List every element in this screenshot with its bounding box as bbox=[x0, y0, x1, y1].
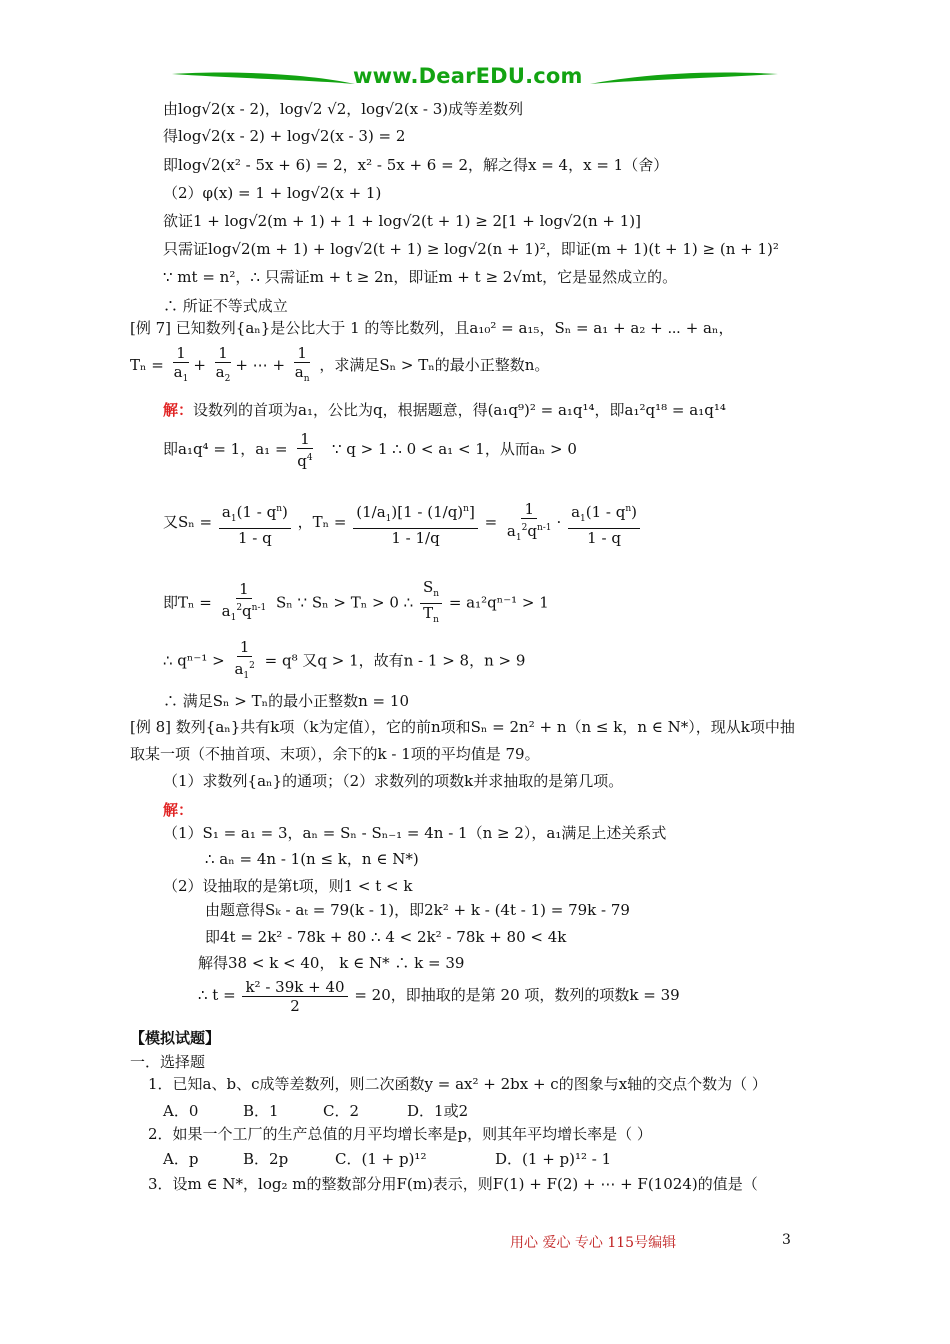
q1-option-d[interactable]: D．1或2 bbox=[407, 1102, 469, 1120]
ex6-line-4: （2）φ(x) = 1 + log√2(x + 1) bbox=[163, 184, 382, 202]
ex7-statement-1: [例 7] 已知数列{aₙ}是公比大于 1 的等比数列，且a₁₀² = a₁₅，Sₙ = a₁ + a₂ + ⋯ + aₙ， bbox=[130, 319, 734, 337]
section-choice: 一．选择题 bbox=[130, 1053, 206, 1071]
ex7-solution-4 bbox=[163, 578, 549, 629]
ex7-sol-text-4c: = a₁²qⁿ⁻¹ > 1 bbox=[448, 593, 549, 612]
ex8-solution-2: ∴ aₙ = 4n - 1(n ≤ k，n ∈ N*) bbox=[205, 850, 419, 868]
question-1: 1．已知a、b、c成等差数列，则二次函数y = ax² + 2bx + c的图象与x轴的交点个数为（ ） bbox=[148, 1075, 767, 1093]
ex7-sol-text-5b: = q⁸ 又q > 1，故有n - 1 > 8，n > 9 bbox=[264, 651, 526, 670]
ex6-line-1: 由log√2(x - 2)，log√2 √2，log√2(x - 3)成等差数列 bbox=[163, 100, 524, 118]
ex8-solution-4: 由题意得Sₖ - aₜ = 79(k - 1)，即2k² + k - (4t - 1) = 79k - 79 bbox=[205, 901, 630, 919]
ex7-solution-1 bbox=[163, 400, 726, 420]
frac-t-den: 2 bbox=[290, 996, 300, 1015]
ex8-solution-7 bbox=[198, 974, 680, 1016]
ex8-solution-5: 即4t = 2k² - 78k + 80 ∴ 4 < 2k² - 78k + 80 < 4k bbox=[205, 928, 567, 946]
q1-option-c[interactable]: C．2 bbox=[323, 1102, 360, 1120]
frac-tn-sn: $\frac{1}{a_1^2q^{n-1}}$ bbox=[221, 580, 267, 623]
ex8-solution-label: 解： bbox=[163, 801, 194, 819]
frac-sn-tn: $\frac{S_n}{T_n}$ bbox=[420, 578, 442, 629]
ex6-line-6: 只需证log√2(m + 1) + log√2(t + 1) ≥ log√2(n + 1)²，即证(m + 1)(t + 1) ≥ (n + 1)² bbox=[163, 240, 779, 258]
frac-tn-sum: $\frac{a_1(1 - q^n)}{1 - q}$ bbox=[568, 500, 640, 547]
ex8-solution-6: 解得38 < k < 40， k ∈ N* ∴ k = 39 bbox=[198, 954, 465, 972]
ex6-line-8: ∴ 所证不等式成立 bbox=[163, 297, 288, 315]
q1-options bbox=[163, 1101, 468, 1121]
question-2: 2．如果一个工厂的生产总值的月平均增长率是p，则其年平均增长率是（ ） bbox=[148, 1125, 652, 1143]
ex6-line-7: ∵ mt = n²，∴ 只需证m + t ≥ 2n，即证m + t ≥ 2√mt，它是显然成立的。 bbox=[163, 268, 678, 286]
question-3: 3．设m ∈ N*，log₂ m的整数部分用F(m)表示，则F(1) + F(2) + ⋯ + F(1024)的值是（ bbox=[148, 1175, 758, 1193]
site-logo[interactable]: www.DearEDU.com bbox=[353, 64, 583, 88]
ex7-sol-text-2b: ∵ q > 1 ∴ 0 < a₁ < 1，从而aₙ > 0 bbox=[331, 440, 577, 458]
ex7-sol-text-4b: Sₙ ∵ Sₙ > Tₙ > 0 ∴ bbox=[276, 593, 414, 612]
ex6-line-2: 得log√2(x - 2) + log√2(x - 3) = 2 bbox=[163, 127, 406, 145]
frac-1-q4: $\frac{1}{q^4}$ bbox=[297, 430, 313, 470]
practice-title: 【模拟试题】 bbox=[130, 1029, 221, 1047]
ex7-sol-text-4a: 即Tₙ = bbox=[163, 593, 212, 612]
ex6-line-3: 即log√2(x² - 5x + 6) = 2，x² - 5x + 6 = 2，解之得x = 4，x = 1（舍） bbox=[163, 156, 669, 174]
frac-tn-complex: $\frac{(1/a_1)[1 - (1/q)^n]}{1 - 1/q}$ bbox=[353, 500, 478, 547]
q2-option-c[interactable]: C．(1 + p)¹² bbox=[335, 1150, 427, 1168]
ex8-solution-1: （1）S₁ = a₁ = 3，aₙ = Sₙ - Sₙ₋₁ = 4n - 1（n ≥ 2），a₁满足上述关系式 bbox=[163, 824, 667, 842]
ex6-line-5: 欲证1 + log√2(m + 1) + 1 + log√2(t + 1) ≥ 2[1 + log√2(n + 1)] bbox=[163, 212, 641, 230]
frac-1-a2: $\frac{1}{a_2}$ bbox=[215, 344, 231, 384]
frac-t-num: k² - 39k + 40 bbox=[242, 978, 347, 997]
header-banner bbox=[170, 62, 780, 98]
ex7-solution-6: ∴ 满足Sₙ > Tₙ的最小正整数n = 10 bbox=[163, 692, 409, 710]
ex7-goal: ，求满足Sₙ > Tₙ的最小正整数n。 bbox=[319, 356, 550, 374]
ex7-solution-2 bbox=[163, 428, 577, 470]
solution-label: 解： bbox=[163, 401, 194, 419]
frac-sn: $\frac{a_1(1 - q^n)}{1 - q}$ bbox=[219, 500, 291, 547]
frac-t bbox=[242, 978, 347, 1015]
frac-tn-coef: $\frac{1}{a_1^2q^{n-1}}$ bbox=[506, 499, 552, 543]
ex8-sol-text-7a: ∴ t = bbox=[198, 986, 236, 1004]
q2-option-a[interactable]: A．p bbox=[163, 1150, 199, 1168]
ex7-sol-text-1: 设数列的首项为a₁，公比为q，根据题意，得(a₁q⁹)² = a₁q¹⁴，即a₁²q¹⁸ = a₁q¹⁴ bbox=[193, 401, 726, 419]
ex7-sol-text-5a: ∴ qⁿ⁻¹ > bbox=[163, 651, 225, 670]
ex8-statement-3: （1）求数列{aₙ}的通项；（2）求数列的项数k并求抽取的是第几项。 bbox=[163, 772, 624, 790]
frac-1-a1: $\frac{1}{a_1}$ bbox=[173, 344, 189, 384]
ex7-sol-text-2a: 即a₁q⁴ = 1，a₁ = bbox=[163, 440, 288, 458]
ex8-statement-2: 取某一项（不抽首项、末项），余下的k - 1项的平均值是 79。 bbox=[130, 745, 540, 763]
frac-1-a1sq: $\frac{1}{a_1^2}$ bbox=[234, 638, 255, 681]
ex7-statement-2: Tₙ = $\frac{1}{a_1}$ + $\frac{1}{a_2}$ + ⋯ + $\frac{1}{a_n}$ ，求满足Sₙ > Tₙ的最小正整数n。 bbox=[130, 344, 549, 388]
page-number: 3 bbox=[782, 1232, 791, 1248]
ex8-sol-text-7b: = 20，即抽取的是第 20 项，数列的项数k = 39 bbox=[354, 986, 680, 1004]
ex7-sol-text-3b: ，Tₙ = bbox=[297, 513, 347, 531]
ex7-sol-text-3a: 又Sₙ = bbox=[163, 513, 213, 531]
q1-option-b[interactable]: B．1 bbox=[243, 1102, 279, 1120]
q2-option-b[interactable]: B．2p bbox=[243, 1150, 289, 1168]
q2-options bbox=[163, 1149, 611, 1169]
ex8-solution-3: （2）设抽取的是第t项，则1 < t < k bbox=[163, 877, 413, 895]
ex7-solution-3: 又Sₙ = $\frac{a_1(1 - q^n)}{1 - q}$ ，Tₙ = $\frac{(1/a_1)[1 - (1/q)^n]}{1 - 1/q}$ = $\frac{1}{a_1^2q^{n-1}}$ · $\frac{a_1(1 - q^n)}{1 - q}$ bbox=[163, 478, 642, 566]
q2-option-d[interactable]: D．(1 + p)¹² - 1 bbox=[495, 1150, 612, 1168]
ex7-t-def: Tₙ = bbox=[130, 356, 164, 374]
ex8-statement-1: [例 8] 数列{aₙ}共有k项（k为定值），它的前n项和Sₙ = 2n² + n（n ≤ k，n ∈ N*），现从k项中抽 bbox=[130, 718, 795, 736]
footer-text: 用心 爱心 专心 115号编辑 bbox=[510, 1235, 677, 1251]
ex7-solution-5 bbox=[163, 638, 525, 685]
frac-1-an: $\frac{1}{a_n}$ bbox=[294, 344, 310, 384]
q1-option-a[interactable]: A．0 bbox=[163, 1102, 199, 1120]
